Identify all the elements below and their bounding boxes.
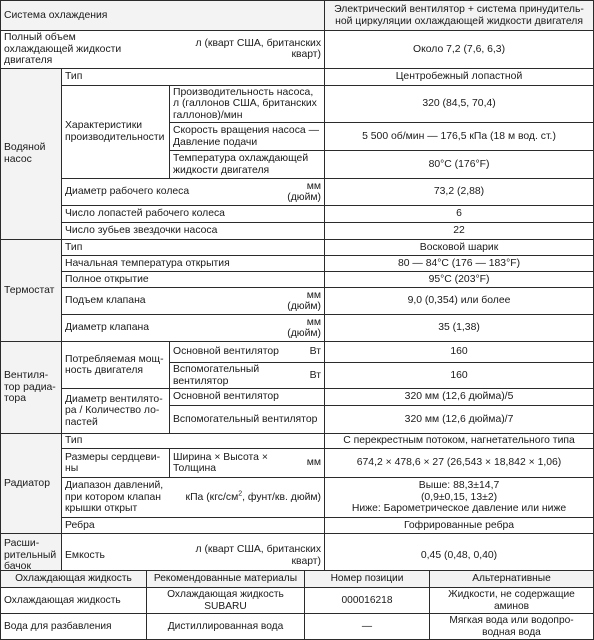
radiator-type-value: С перекрестным потоком, нагнетательного типа <box>325 434 594 449</box>
fan-main-power-row <box>1 342 594 363</box>
fan-sub-power: 160 <box>325 363 594 389</box>
pressure-high-2: (0,9±0,15, 13±2) <box>420 491 498 503</box>
radiator-pressure-row <box>1 478 594 518</box>
pump-impeller-label: Диаметр рабочего колеса <box>65 186 190 198</box>
radiator-fins-value: Гофрированные ребра <box>325 518 594 534</box>
tank-cap-unit: л (кварт США, британских кварт) <box>195 544 322 567</box>
thermo-dia-row <box>1 315 594 342</box>
thermo-full-row <box>1 272 594 288</box>
coolant-fluid-cell: Вода для разбавления <box>1 614 147 640</box>
coolant-header-fluid: Охлаждающая жидкость <box>1 571 147 588</box>
volume-unit: л (кварт США, британских кварт) <box>195 37 322 61</box>
radiator-type-label: Тип <box>62 434 325 449</box>
coolant-part-number-cell: 000016218 <box>305 588 430 614</box>
fan-sub-unit: Вт <box>309 369 322 381</box>
pump-blades-row <box>1 206 594 223</box>
pump-teeth-label: Число зубьев звездочки насоса <box>62 223 325 240</box>
pump-temp-value: 80°C (176°F) <box>325 151 594 179</box>
pressure-low: Ниже: Барометрическое давление или ниже <box>351 503 567 515</box>
pump-speed-value: 5 500 об/мин — 176,5 кПа (18 м вод. ст.) <box>325 123 594 151</box>
fan-dia-label: Диаметр вентилято-ра / Количество ло-пастей <box>62 389 170 434</box>
coolant-alternative-cell: Мягкая вода или водопро-водная вода <box>430 614 594 640</box>
fan-group-label: Вентиля-тор радиа-тора <box>1 342 62 434</box>
coolant-fluid-cell: Охлаждающая жидкость <box>1 588 147 614</box>
coolant-header-alternatives: Альтернативные <box>430 571 594 588</box>
coolant-part-number-cell: — <box>305 614 430 640</box>
pump-teeth-row <box>1 223 594 240</box>
table-row <box>1 614 594 640</box>
radiator-fins-row <box>1 518 594 534</box>
pump-group-label: Водяной насос <box>1 68 62 240</box>
fan-main-power: 160 <box>325 342 594 363</box>
thermo-lift-value: 9,0 (0,354) или более <box>325 288 594 315</box>
pump-type-row <box>1 68 594 85</box>
fan-dia-sub-value: 320 мм (12,6 дюйма)/7 <box>325 406 594 434</box>
thermo-dia-unit: мм (дюйм) <box>287 316 322 339</box>
fan-power-label: Потребляемая мощ-ность двигателя <box>62 342 170 389</box>
coolant-material-cell: Дистиллированная вода <box>147 614 305 640</box>
tank-cap-value: 0,45 (0,48, 0,40) <box>325 534 594 578</box>
coolant-materials-table <box>0 570 594 640</box>
fan-sub-label: Вспомогательный вентилятор <box>173 364 260 387</box>
pump-teeth-value: 22 <box>325 223 594 240</box>
thermo-full-label: Полное открытие <box>62 272 325 288</box>
tank-group-label: Расши-рительный бачок <box>1 534 62 578</box>
pump-impeller-row <box>1 179 594 206</box>
pump-impeller-unit: мм (дюйм) <box>287 180 322 203</box>
volume-value: Около 7,2 (7,6, 6,3) <box>325 31 594 69</box>
fan-dia-main-value: 320 мм (12,6 дюйма)/5 <box>325 389 594 406</box>
volume-label: Полный объем охлаждающей жидкости двигателя <box>4 32 122 66</box>
thermo-open-label: Начальная температура открытия <box>62 256 325 272</box>
radiator-core-label: Размеры сердцеви-ны <box>62 449 170 478</box>
thermo-type-label: Тип <box>62 240 325 256</box>
fan-dia-sub-label: Вспомогательный вентилятор <box>170 406 325 434</box>
pump-blades-value: 6 <box>325 206 594 223</box>
thermo-dia-label: Диаметр клапана <box>65 322 150 334</box>
coolant-alternative-cell: Жидкости, не содержащие аминов <box>430 588 594 614</box>
radiator-core-row <box>1 449 594 478</box>
fan-dia-main-label: Основной вентилятор <box>170 389 325 406</box>
radiator-type-row <box>1 434 594 449</box>
pump-flow-row <box>1 85 594 123</box>
tank-cap-label: Емкость <box>65 549 105 561</box>
thermostat-group-label: Термостат <box>1 240 62 342</box>
radiator-core-sub: Ширина × Высота × Толщина <box>173 451 268 474</box>
coolant-header-part-number: Номер позиции <box>305 571 430 588</box>
coolant-header-row <box>1 571 594 588</box>
thermo-lift-row <box>1 288 594 315</box>
thermo-open-row <box>1 256 594 272</box>
fan-main-unit: Вт <box>309 346 322 358</box>
pump-type-value: Центробежный лопастной <box>325 68 594 85</box>
pressure-high-1: Выше: 88,3±14,7 <box>418 480 500 492</box>
table-row <box>1 588 594 614</box>
pump-type-label: Тип <box>62 68 325 85</box>
coolant-header-materials: Рекомендованные материалы <box>147 571 305 588</box>
thermo-open-value: 80 — 84°C (176 — 183°F) <box>325 256 594 272</box>
pump-speed-label: Скорость вращения насоса — Давление подачи <box>170 123 325 151</box>
pump-blades-label: Число лопастей рабочего колеса <box>62 206 325 223</box>
pump-impeller-value: 73,2 (2,88) <box>325 179 594 206</box>
thermo-type-row <box>1 240 594 256</box>
coolant-material-cell: Охлаждающая жидкость SUBARU <box>147 588 305 614</box>
pump-temp-label: Температура охлаждающей жидкости двигателя <box>170 151 325 179</box>
pump-flow-label: Производительность насоса, л (галлонов США, британских галлонов)/мин <box>170 85 325 123</box>
radiator-core-unit: мм <box>306 457 322 469</box>
volume-row <box>1 31 594 69</box>
header-system: Система охлаждения <box>1 1 325 31</box>
radiator-core-value: 674,2 × 478,6 × 27 (26,543 × 18,842 × 1,06) <box>325 449 594 478</box>
radiator-fins-label: Ребра <box>62 518 325 534</box>
thermo-dia-value: 35 (1,38) <box>325 315 594 342</box>
header-system-value: Электрический вентилятор + система принудитель-ной циркуляции охлаждающей жидкости двигателя <box>325 1 594 31</box>
pump-perf-label: Характеристики производительности <box>62 85 170 179</box>
thermo-lift-label: Подъем клапана <box>65 295 146 307</box>
radiator-pressure-value <box>325 478 594 518</box>
pump-flow-value: 320 (84,5, 70,4) <box>325 85 594 123</box>
thermo-full-value: 95°C (203°F) <box>325 272 594 288</box>
thermo-type-value: Восковой шарик <box>325 240 594 256</box>
fan-main-dia-row <box>1 389 594 406</box>
radiator-group-label: Радиатор <box>1 434 62 534</box>
radiator-pressure-unit: кПа ($кгс/см^2$, фунт/кв. дюйм) <box>185 490 322 503</box>
radiator-pressure-label: Диапазон давлений, при котором клапан крышки открыт <box>65 480 164 515</box>
fan-main-label: Основной вентилятор <box>173 346 279 358</box>
thermo-lift-unit: мм (дюйм) <box>287 289 322 312</box>
spec-header-row <box>1 1 594 31</box>
